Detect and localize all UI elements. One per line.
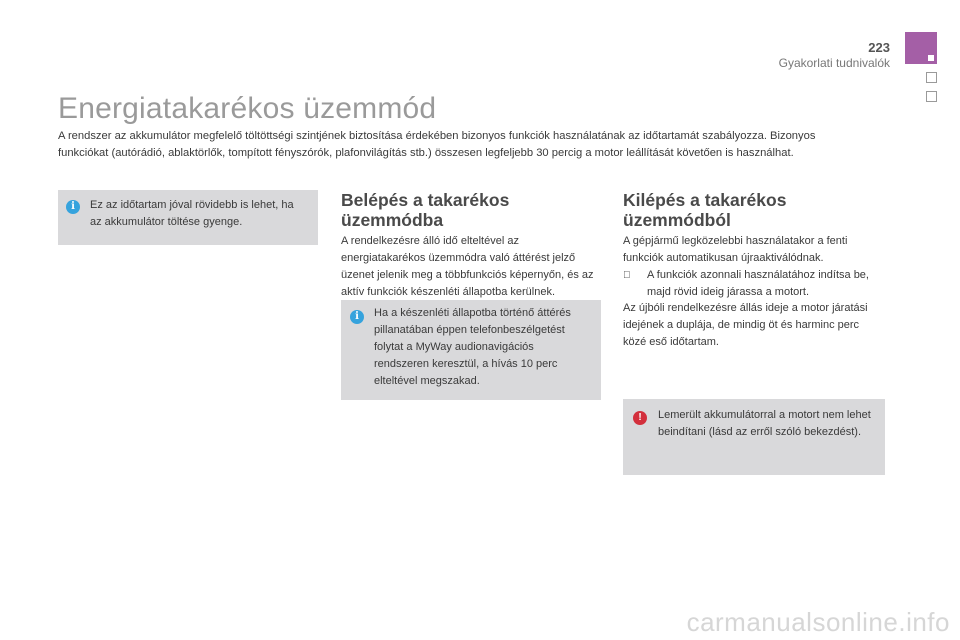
- call-note-text: Ha a készenléti állapotba történő áttérés pillanatában éppen telefonbeszélgetést folytat a MyWay audionavigációs rendszeren keresztül, a hívás 10 perc elteltével megszakad.: [374, 307, 571, 387]
- chapter-tab[interactable]: [905, 32, 937, 64]
- exiting-bullet-text: A funkciók azonnali használatához indítsa be, majd rövid ideig járassa a motort.: [647, 269, 869, 298]
- chapter-tab-mark: [928, 55, 934, 61]
- entering-heading: Belépés a takarékos üzemmódba: [341, 190, 510, 230]
- battery-note-text: Ez az időtartam jóval rövidebb is lehet, ha az akkumulátor töltése gyenge.: [90, 199, 294, 228]
- warning-note-text: Lemerült akkumulátorral a motort nem lehet beindítani (lásd az erről szóló bekezdést).: [658, 409, 871, 438]
- watermark: carmanualsonline.info: [686, 607, 950, 637]
- exiting-text-2: Az újbóli rendelkezésre állás ideje a motor járatási idejének a duplája, de mindig öt és harminc perc közé eső időtartam.: [623, 302, 868, 348]
- entering-text: A rendelkezésre álló idő elteltével az energiatakarékos üzemmódra való áttérést jelző üzenet jelenik meg a többfunkciós képernyőn, és az aktív funkciók készenléti állapotba kerülnek.: [341, 235, 594, 298]
- call-note-box: [341, 300, 601, 400]
- battery-note-box: [58, 190, 318, 245]
- exiting-bullet: [623, 267, 885, 301]
- chapter-tab-empty[interactable]: [926, 91, 937, 102]
- intro-paragraph: A rendszer az akkumulátor megfelelő töltöttségi szintjének biztosítása érdekében bizonyos funkciók használatának az időtartamát szabályozza. Bizonyos funkciókat (autórádió, ablaktörlők, tompított fényszórók, plafonvilágítás stb.) összesen legfeljebb 30 percig a motor leállítását követően is használhat.: [58, 130, 816, 159]
- info-icon: i: [350, 310, 364, 324]
- page-title: Energiatakarékos üzemmód: [58, 92, 437, 125]
- info-icon: i: [66, 200, 80, 214]
- exiting-heading: Kilépés a takarékos üzemmódból: [623, 190, 787, 230]
- warning-note-box: [623, 399, 885, 475]
- warning-icon: !: [633, 411, 647, 425]
- section-label: Gyakorlati tudnivalók: [778, 56, 890, 70]
- exiting-text: A gépjármű legközelebbi használatakor a fenti funkciók automatikusan újraaktiválódnak.: [623, 235, 848, 264]
- page-number: 223: [868, 40, 890, 55]
- bullet-icon: [623, 267, 631, 284]
- chapter-tab-empty[interactable]: [926, 72, 937, 83]
